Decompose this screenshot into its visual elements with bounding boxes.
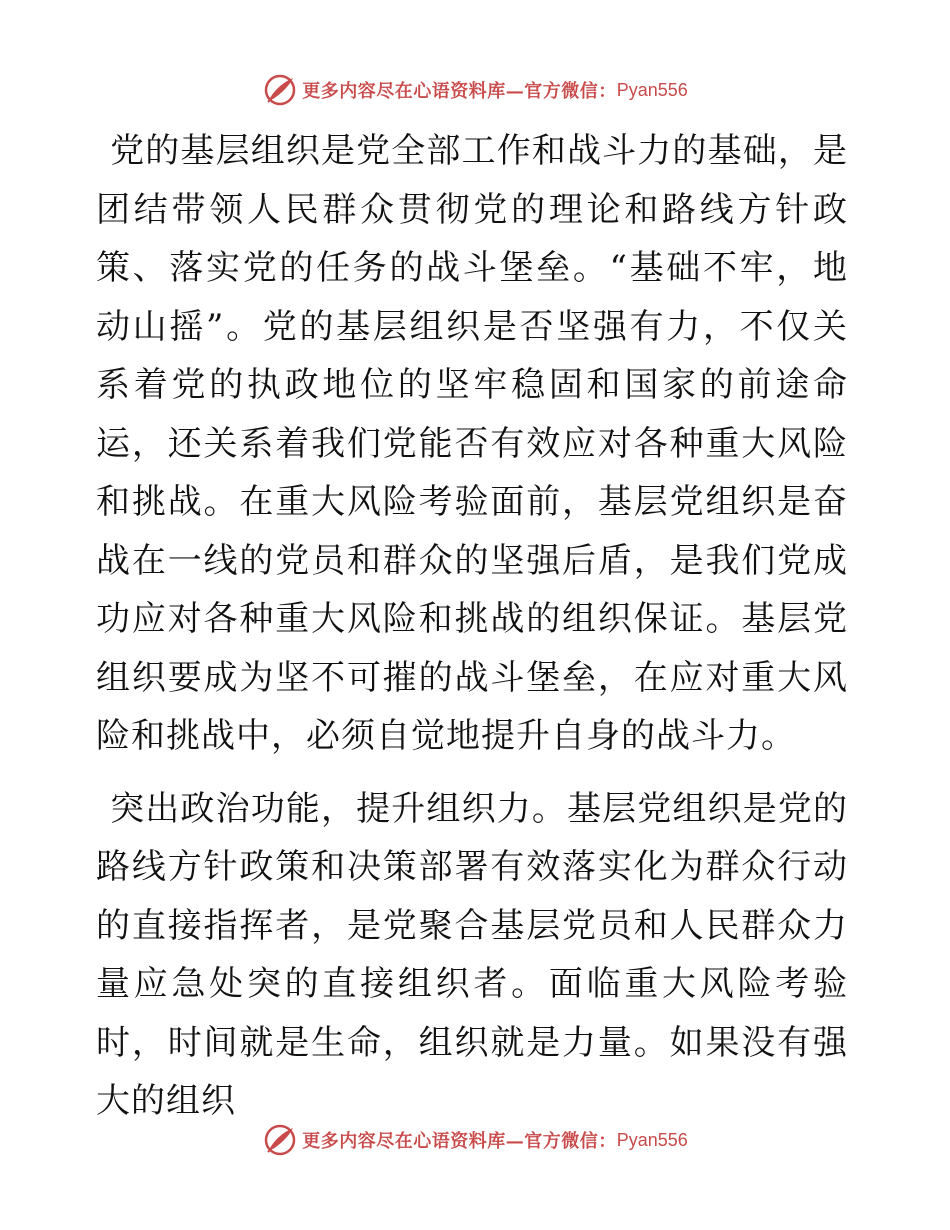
paragraph-2-text: 突出政治功能，提升组织力。基层党组织是党的路线方针政策和决策部署有效落实化为群众行动的直接指挥者，是党聚合基层党员和人民群众力量应急处突的直接组织者。面临重大风险考验时，时间就是生命，组织就是力量。如果没有强大的组织	[96, 788, 848, 1121]
paragraph-1-text: 党的基层组织是党全部工作和战斗力的基础，是团结带领人民群众贯彻党的理论和路线方针政策、落实党的任务的战斗堡垒。“基础不牢，地动山摇”。党的基层组织是否坚强有力，不仅关系着党的执政地位的坚牢稳固和国家的前途命运，还关系着我们党能否有效应对各种重大风险和挑战。在重大风险考验面前，基层党组织是奋战在一线的党员和群众的坚强后盾，是我们党成功应对各种重大风险和挑战的组织保证。基层党组织要成为坚不可摧的战斗堡垒，在应对重大风险和挑战中，必须自觉地提升自身的战斗力。	[96, 131, 848, 756]
watermark-text: 更多内容尽在心语资料库—官方微信：	[302, 1131, 617, 1152]
paragraph-2	[96, 780, 848, 1131]
watermark-text: 更多内容尽在心语资料库—官方微信：	[302, 81, 617, 102]
header-watermark	[0, 70, 950, 110]
footer-watermark	[0, 1120, 950, 1160]
feather-pen-logo-icon	[262, 72, 298, 108]
watermark-contact: Pyan556	[616, 79, 688, 100]
feather-pen-logo-icon	[262, 1122, 298, 1158]
watermark-contact: Pyan556	[616, 1129, 688, 1150]
paragraph-1	[96, 122, 848, 766]
document-body	[96, 122, 848, 1131]
